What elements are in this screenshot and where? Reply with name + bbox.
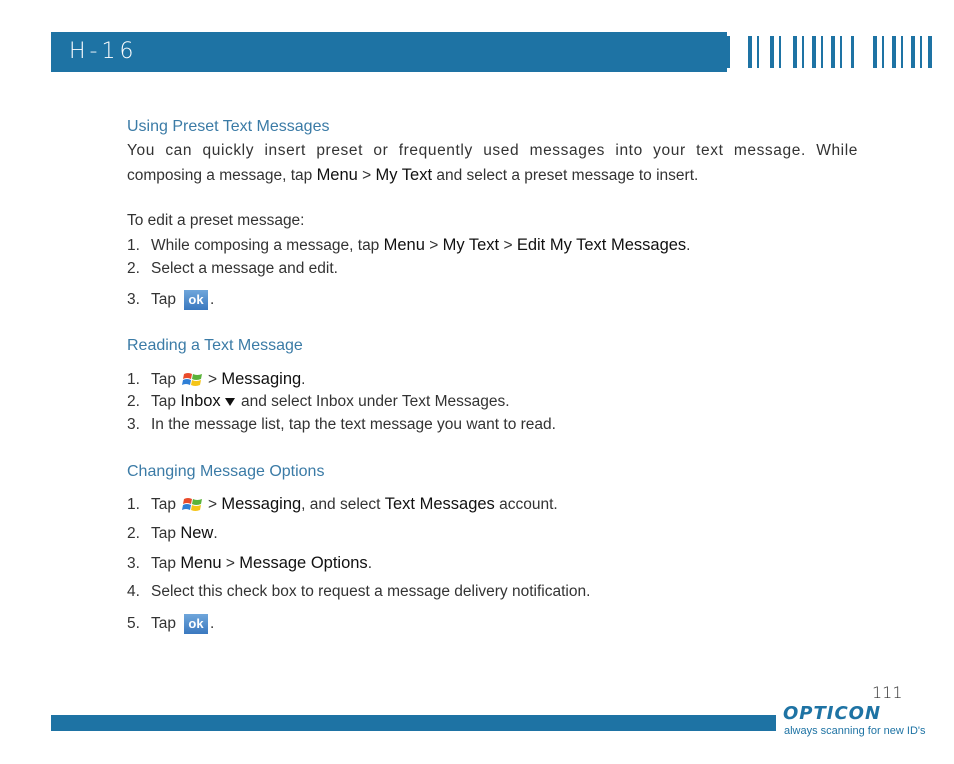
footer-bar [51,715,776,731]
edit-preset-heading: To edit a preset message: [127,212,305,229]
edit-my-text-messages-label: Edit My Text Messages [516,236,687,254]
text: Tap [151,371,176,389]
step-number: 2. [127,525,140,542]
options-step-1 [127,495,558,515]
messaging-label: Messaging [221,370,302,389]
step-number: 5. [127,615,140,633]
step-number: 2. [127,260,140,277]
preset-step-3 [127,290,214,310]
period: . [210,291,215,309]
text: Tap [151,615,176,633]
period: . [367,555,372,572]
reading-step-3 [127,416,556,434]
text: While composing a message, tap [151,237,384,254]
text: , and select [301,496,385,514]
text: and select Inbox under Text Messages. [236,393,510,410]
period: . [213,525,218,542]
new-label: New [180,524,214,542]
separator: > [225,555,235,572]
text: Tap [151,525,181,542]
step-number: 3. [127,416,140,433]
reading-step-2 [127,392,510,411]
separator: > [429,237,439,254]
period: . [301,371,306,389]
options-step-4 [127,583,590,601]
step-number: 3. [127,291,140,309]
separator: > [503,237,513,254]
period: . [686,237,691,254]
text: Tap [151,496,176,514]
preset-step-2 [127,260,338,278]
my-text-label: My Text [375,166,433,184]
step-number: 3. [127,555,140,572]
text: Select a message and edit. [151,260,338,277]
text: Tap [151,291,176,309]
separator: > [208,371,218,389]
windows-start-icon [182,370,204,390]
options-step-5 [127,614,214,634]
step-number: 4. [127,583,140,600]
text: Select this check box to request a message delivery notification. [151,583,591,600]
preset-step-1 [127,236,690,255]
text: composing a message, tap [127,167,317,184]
ok-icon: ok [184,614,208,634]
logo-tagline: always scanning for new ID's [784,725,926,737]
dropdown-arrow-icon [225,393,235,411]
menu-label: Menu [383,236,425,254]
barcode-decoration [727,32,932,72]
messaging-label: Messaging [221,495,302,514]
text: account. [494,496,558,514]
step-number: 2. [127,393,140,410]
my-text-label: My Text [442,236,500,254]
menu-label: Menu [180,554,222,572]
period: . [210,615,215,633]
step-number: 1. [127,371,140,389]
text: Tap [151,393,181,410]
ok-icon: ok [184,290,208,310]
menu-label: Menu [316,166,358,184]
inbox-label: Inbox [180,392,221,410]
preset-intro-line2 [127,166,698,185]
reading-step-1 [127,370,305,390]
options-step-2 [127,524,218,543]
text: and select a preset message to insert. [432,167,699,184]
page-number: 111 [872,683,903,702]
step-number: 1. [127,237,140,254]
section-title-preset: Using Preset Text Messages [127,118,330,135]
windows-start-icon [182,495,204,515]
text-messages-label: Text Messages [384,495,495,514]
section-title-reading: Reading a Text Message [127,337,303,354]
separator: > [362,167,372,184]
text: In the message list, tap the text message you want to read. [151,416,556,433]
chapter-title: H-16 [69,39,138,64]
text: Tap [151,555,181,572]
options-step-3 [127,554,372,573]
preset-intro-line1: You can quickly insert preset or frequently used messages into your text message. While [127,142,858,159]
header-bar [51,32,932,72]
opticon-logo: OPTICON [783,703,882,724]
section-title-options: Changing Message Options [127,463,325,480]
message-options-label: Message Options [239,554,368,572]
separator: > [208,496,218,514]
step-number: 1. [127,496,140,514]
